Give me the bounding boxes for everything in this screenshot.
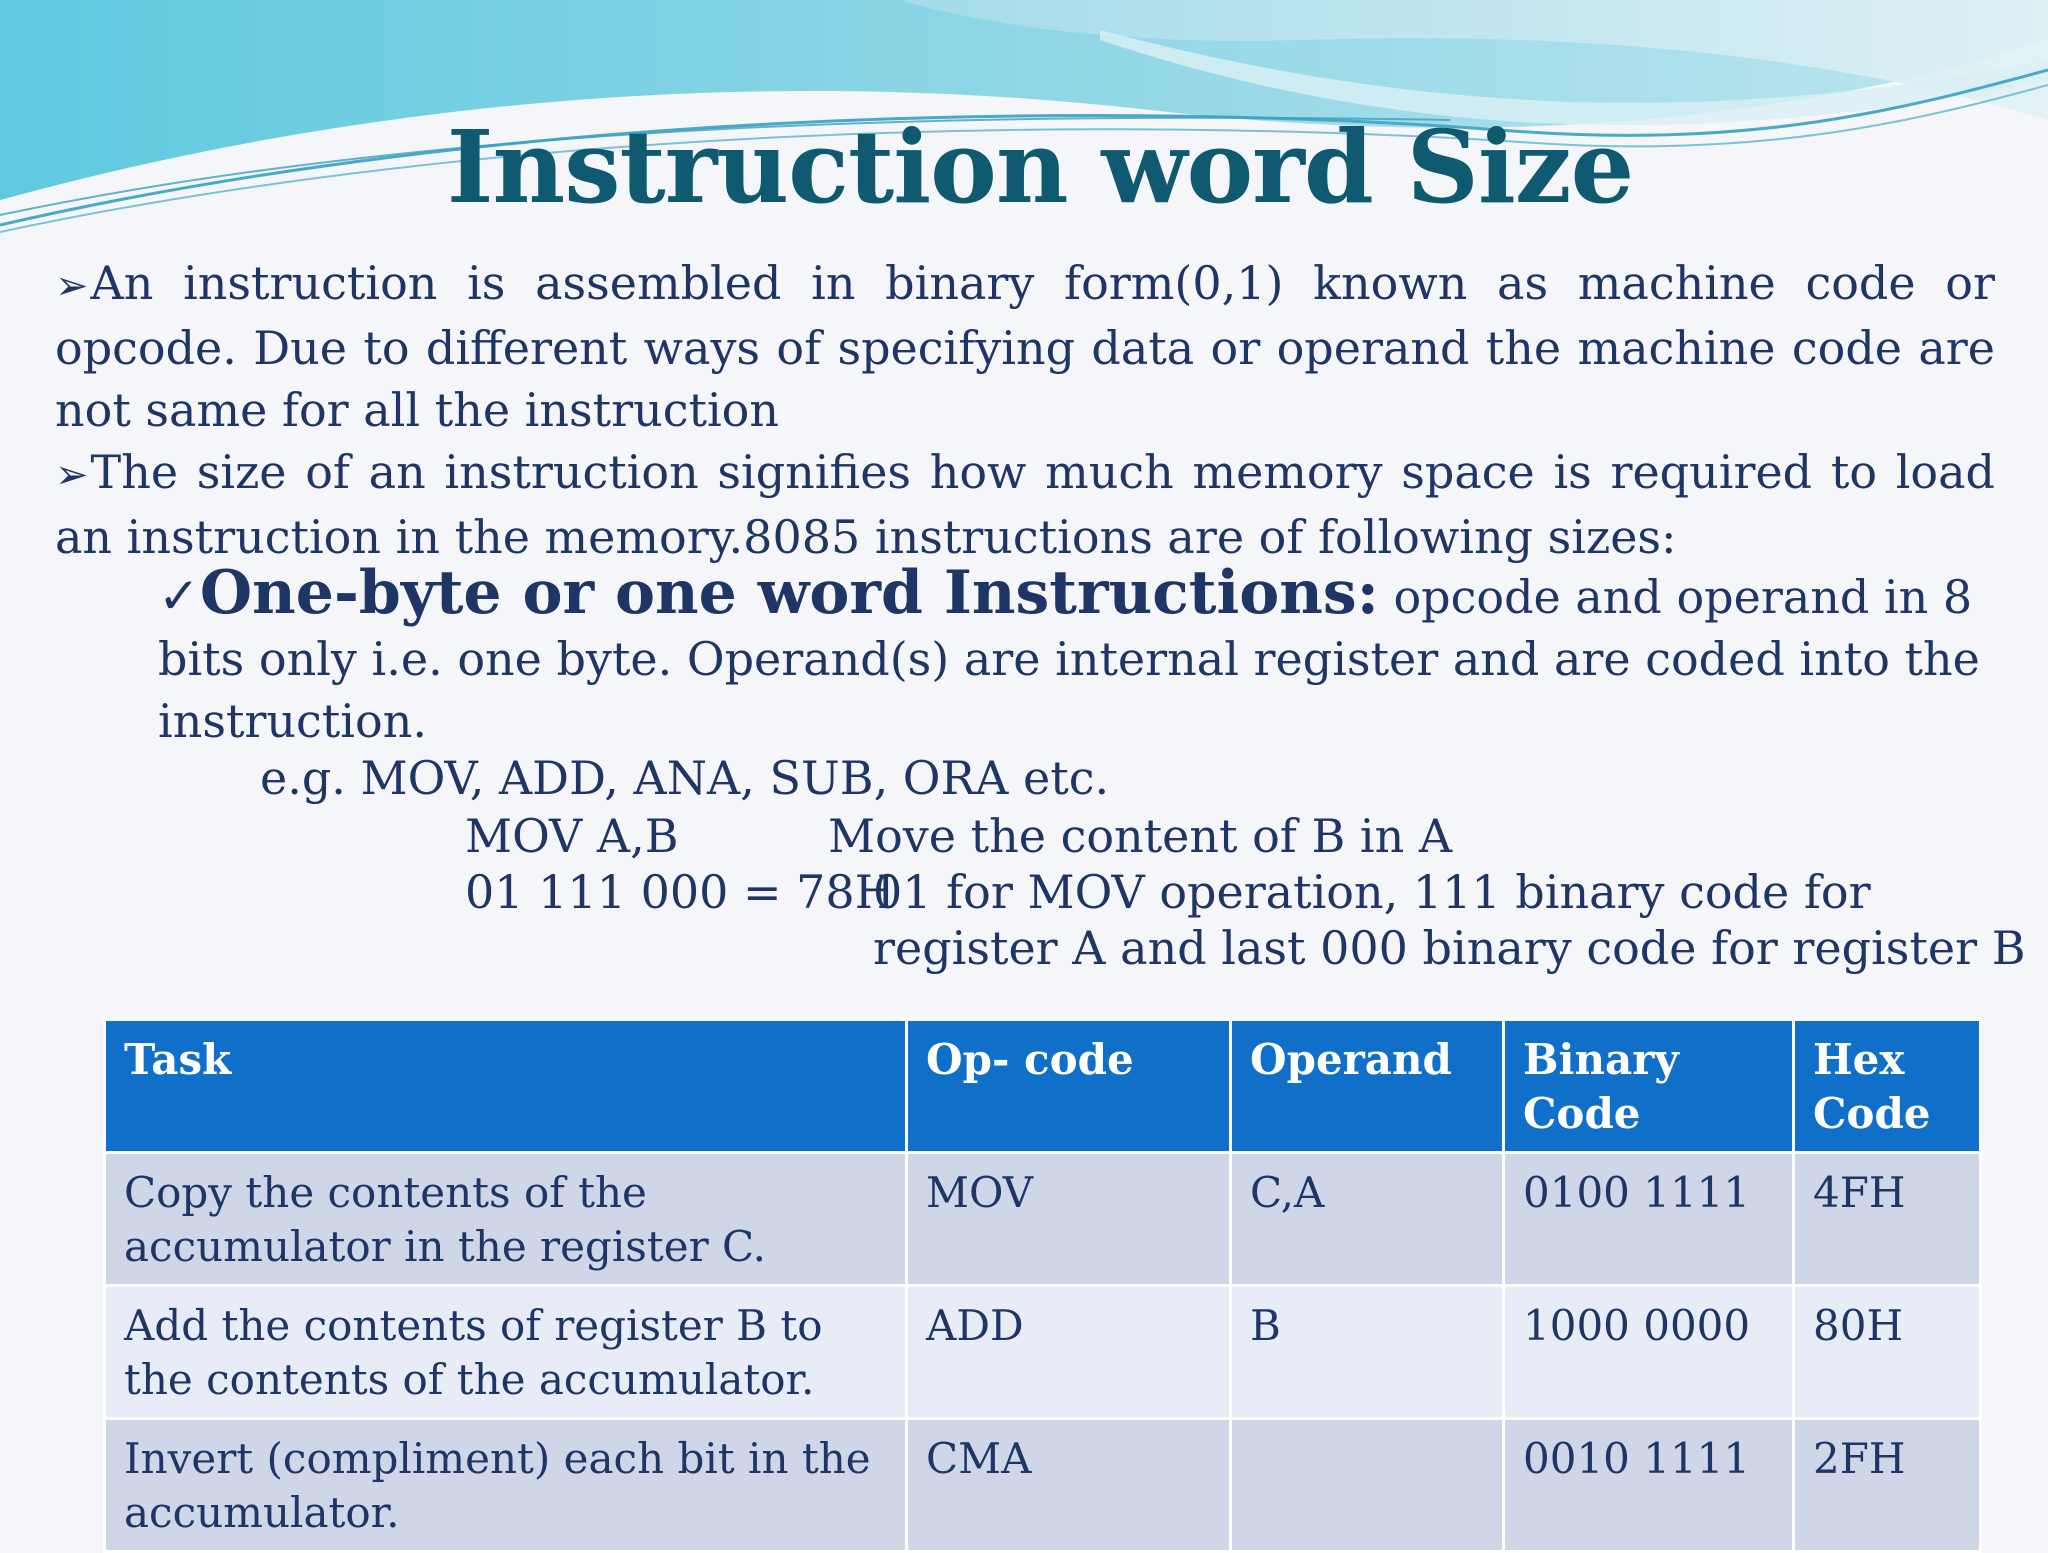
example-list: e.g. MOV, ADD, ANA, SUB, ORA etc. — [260, 751, 1110, 805]
bullet-text: The size of an instruction signifies how much memory space is required to load an instruction in the memory.8085 instructions are of following sizes: — [55, 445, 1995, 564]
cell-task: Add the contents of register B to the contents of the accumulator. — [105, 1286, 907, 1419]
instruction-table — [103, 1018, 1982, 1553]
header-opcode: Op- code — [907, 1020, 1231, 1153]
header-hex-code: Hex Code — [1794, 1020, 1981, 1153]
cell-operand: C,A — [1231, 1153, 1504, 1286]
header-operand: Operand — [1231, 1020, 1504, 1153]
bullet-list — [55, 252, 1995, 568]
checkmark-icon: ✓ — [158, 567, 200, 625]
arrow-bullet-icon: ➢ — [55, 263, 89, 309]
example-binary-description: 01 for MOV operation, 111 binary code for — [873, 865, 1871, 919]
example-instruction: MOV A,B — [465, 809, 679, 863]
cell-opcode: CMA — [907, 1419, 1231, 1552]
header-task: Task — [105, 1020, 907, 1153]
cell-hex: 2FH — [1794, 1419, 1981, 1552]
slide-title: Instruction word Size — [446, 108, 1634, 226]
bullet-item — [55, 252, 1995, 441]
table-row — [105, 1286, 1981, 1419]
example-instruction-description: Move the content of B in A — [828, 809, 1453, 863]
cell-operand: B — [1231, 1286, 1504, 1419]
cell-hex: 80H — [1794, 1286, 1981, 1419]
cell-task: Copy the contents of the accumulator in the register C. — [105, 1153, 907, 1286]
bullet-item — [55, 441, 1995, 568]
cell-hex: 4FH — [1794, 1153, 1981, 1286]
table-row — [105, 1419, 1981, 1552]
subpoint — [158, 558, 1988, 752]
bullet-text: An instruction is assembled in binary form(0,1) known as machine code or opcode. Due to different ways of specifying data or operand the machine code are not same for all the instruction — [55, 256, 1995, 437]
example-binary: 01 111 000 = 78H — [465, 865, 895, 919]
header-binary-code: Binary Code — [1504, 1020, 1794, 1153]
arrow-bullet-icon: ➢ — [55, 452, 89, 498]
cell-task: Invert (compliment) each bit in the accumulator. — [105, 1419, 907, 1552]
subpoint-heading: One-byte or one word Instructions: — [199, 558, 1379, 628]
subpoint-text: opcode and operand in 8 bits only i.e. one byte. Operand(s) are internal register and are coded into the instruction. — [158, 570, 1980, 748]
cell-binary: 1000 0000 — [1504, 1286, 1794, 1419]
example-binary-description-cont: register A and last 000 binary code for register B — [873, 921, 2026, 975]
cell-opcode: MOV — [907, 1153, 1231, 1286]
cell-binary: 0010 1111 — [1504, 1419, 1794, 1552]
table-row — [105, 1153, 1981, 1286]
cell-operand — [1231, 1419, 1504, 1552]
cell-binary: 0100 1111 — [1504, 1153, 1794, 1286]
table-header-row — [105, 1020, 1981, 1153]
cell-opcode: ADD — [907, 1286, 1231, 1419]
